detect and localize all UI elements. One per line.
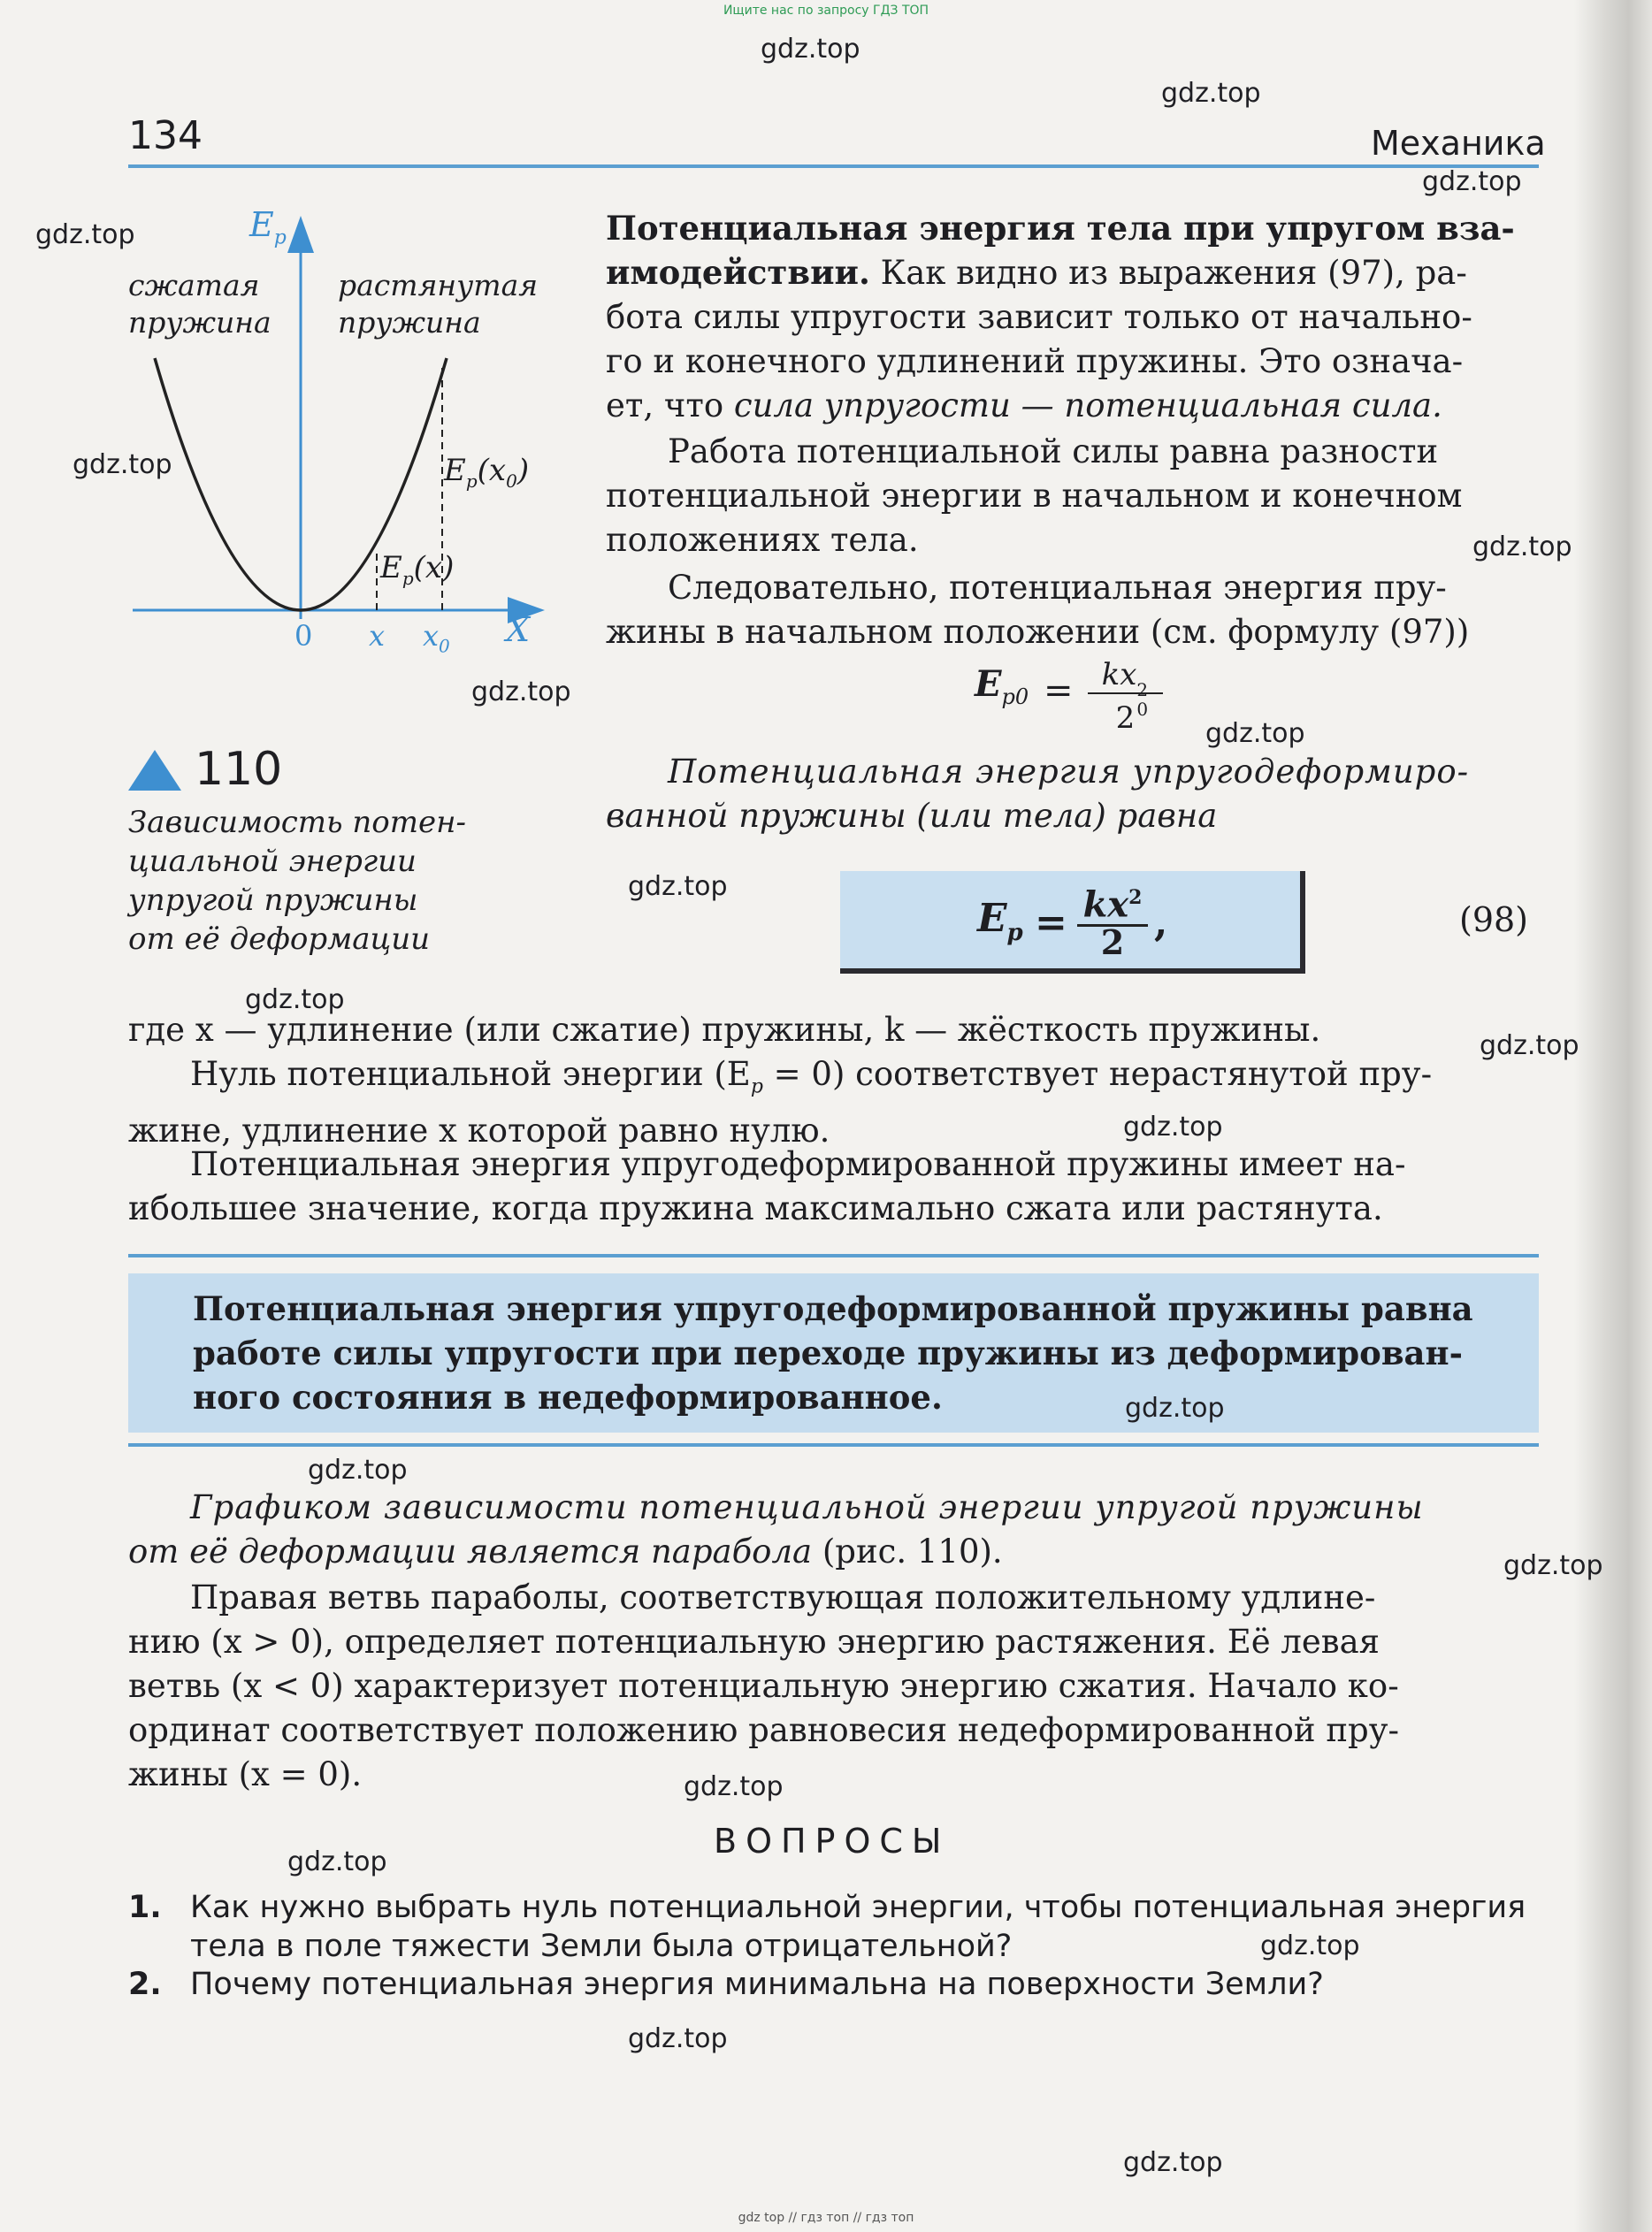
- watermark: gdz.top: [1161, 78, 1261, 109]
- label-stretched: растянутая пружина: [338, 268, 539, 340]
- watermark: gdz.top: [1123, 1112, 1223, 1143]
- watermark: gdz.top: [684, 1771, 784, 1802]
- watermark: gdz.top: [1260, 1930, 1360, 1961]
- label-ep-x0: $E_p(x_0)$: [444, 453, 530, 492]
- paragraph-6: Потенциальная энергия упругодеформированной пружины имеет на- ибольшее значение, когда пружина максимально сжата или растянута.: [128, 1145, 1406, 1227]
- watermark: gdz.top: [245, 984, 345, 1015]
- watermark: gdz.top: [471, 676, 571, 707]
- watermark: gdz.top: [1123, 2147, 1223, 2178]
- watermark: gdz.top: [1472, 531, 1572, 562]
- section-title: Механика: [1371, 124, 1546, 163]
- watermark: gdz.top: [1125, 1393, 1225, 1424]
- paragraph-1: Потенциальная энергия тела при упругом вза- имодействии. Как видно из выражения (97), ра- бота силы упругости зависит только от начально- го и конечного удлинений пружины. Это означа- ет, что сила упругости — потенциальная сила.: [606, 209, 1515, 424]
- paragraph-4: Потенциальная энергия упругодеформиро- ванной пружины (или тела) равна: [606, 753, 1470, 835]
- watermark: gdz.top: [73, 449, 172, 480]
- figure-marker-triangle: [128, 750, 181, 791]
- watermark: gdz.top: [1503, 1550, 1603, 1581]
- formula-ep-eq: =: [1035, 900, 1067, 945]
- paragraph-7: Графиком зависимости потенциальной энергии упругой пружины от её деформации является парабола (рис. 110).: [128, 1488, 1424, 1571]
- paragraph-3: Следовательно, потенциальная энергия пру- жины в начальном положении (см. формулу (97)): [606, 569, 1470, 651]
- questions-title: ВОПРОСЫ: [714, 1822, 951, 1861]
- label-ep-x: $E_p(x)$: [380, 550, 455, 589]
- label-compressed: сжатая пружина: [128, 268, 272, 340]
- highlight-top-rule: [128, 1254, 1539, 1257]
- watermark: gdz.top: [1480, 1030, 1579, 1061]
- paragraph-8: Правая ветвь параболы, соответствующая положительному удлине- нию (x > 0), определяет потенциальную энергию растяжения. Её левая ветвь (x < 0) характеризует потенциальную энергию сжатия. Начало ко- ординат соответствует положению равновесия недеформированной пру- жины (x = 0).: [128, 1578, 1399, 1793]
- watermark: gdz.top: [1422, 166, 1522, 197]
- watermark: gdz.top: [628, 2023, 728, 2054]
- watermark: gdz.top: [1205, 718, 1305, 749]
- formula-ep0-den: 2: [1115, 700, 1136, 736]
- tick-x0-label: $x_0$: [423, 619, 450, 657]
- watermark: gdz.top: [761, 34, 860, 65]
- question-1: 1. Как нужно выбрать нуль потенциальной энергии, чтобы потенциальная энергия тела в поле тяжести Земли была отрицательной?: [128, 1890, 1526, 1964]
- highlight-text: Потенциальная энергия упругодеформированной пружины равна работе силы упругости при переходе пружины из деформирован- ного состояния в недеформированное.: [193, 1289, 1473, 1417]
- top-note: Ищите нас по запросу ГДЗ ТОП: [723, 4, 929, 18]
- formula-98-box: [840, 871, 1305, 974]
- watermark: gdz.top: [308, 1455, 408, 1486]
- formula-comma: ,: [1154, 900, 1168, 945]
- watermark: gdz.top: [287, 1846, 387, 1877]
- page-number: 134: [128, 113, 203, 158]
- formula-ep-den: 2: [1100, 922, 1125, 962]
- bottom-note: gdz top // гдз топ // гдз топ: [738, 2211, 914, 2225]
- watermark: gdz.top: [628, 871, 728, 902]
- tick-x-label: x: [369, 619, 386, 653]
- figure-caption: Зависимость потен- циальной энергии упругой пружины от её деформации: [128, 805, 466, 957]
- paragraph-2: Работа потенциальной силы равна разности потенциальной энергии в начальном и конечном положениях тела.: [606, 432, 1463, 559]
- question-2: 2. Почему потенциальная энергия минимальна на поверхности Земли?: [128, 1967, 1324, 2002]
- formula-ep: $E_p$: [977, 896, 1023, 946]
- watermark: gdz.top: [35, 219, 135, 250]
- formula-ep0: $E_{p0}$: [975, 663, 1029, 709]
- formula-ep-num: $kx^2$: [1077, 878, 1148, 927]
- formula-ep0-num: kx 2 0: [1088, 657, 1163, 694]
- axis-x-label: X: [506, 610, 531, 649]
- axis-y-label: $E_p$: [249, 205, 287, 249]
- header-rule: [128, 164, 1539, 168]
- formula-number: (98): [1459, 900, 1529, 939]
- figure-number: 110: [195, 743, 283, 796]
- page-edge-shadow: [1574, 0, 1652, 2232]
- origin-label: 0: [294, 619, 313, 653]
- paragraph-5: где x — удлинение (или сжатие) пружины, k — жёсткость пружины. Нуль потенциальной энергии $(E_p = 0)$ соответствует нерастянутой пру- жине, удлинение x которой равно нулю.: [128, 1011, 1433, 1150]
- formula-ep0-eq: =: [1044, 670, 1074, 711]
- highlight-bottom-rule: [128, 1443, 1539, 1447]
